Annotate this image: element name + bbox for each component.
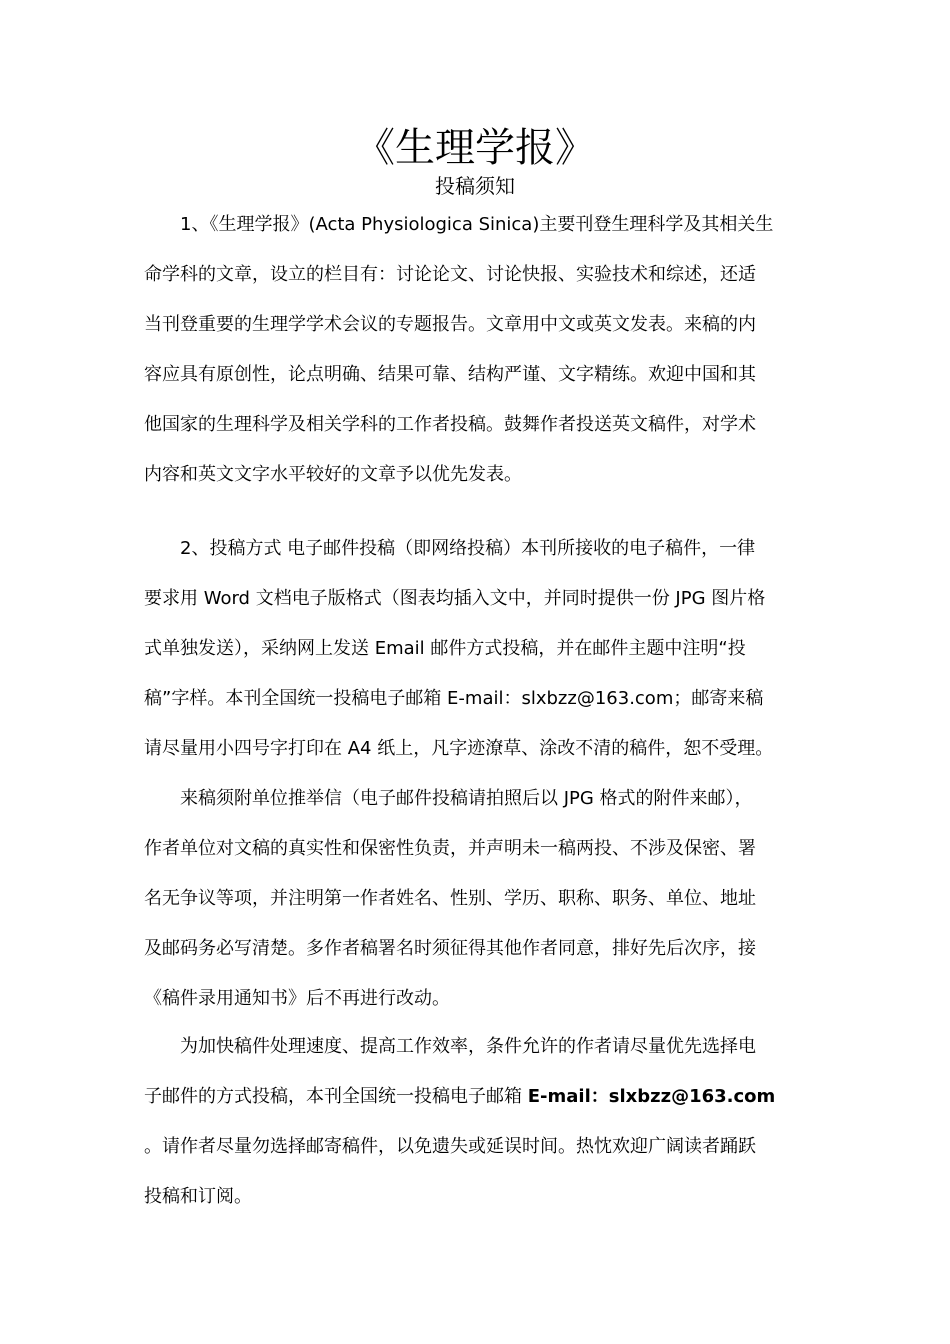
- paragraph-1-line-4: 容应具有原创性，论点明确、结果可靠、结构严谨、文字精练。欢迎中国和其: [144, 364, 756, 385]
- paragraph-3-line-5: 《稿件录用通知书》后不再进行改动。: [144, 988, 450, 1009]
- paragraph-2-line-1: 2、投稿方式 电子邮件投稿（即网络投稿）本刊所接收的电子稿件，一律: [180, 538, 756, 559]
- paragraph-1-line-3: 当刊登重要的生理学学术会议的专题报告。文章用中文或英文发表。来稿的内: [144, 314, 756, 335]
- paragraph-3-line-2: 作者单位对文稿的真实性和保密性负责，并声明未一稿两投、不涉及保密、署: [144, 838, 756, 859]
- paragraph-1-line-6: 内容和英文文字水平较好的文章予以优先发表。: [144, 464, 522, 485]
- paragraph-3-line-3: 名无争议等项，并注明第一作者姓名、性别、学历、职称、职务、单位、地址: [144, 888, 756, 909]
- paragraph-4-line-2: [144, 1082, 775, 1112]
- paragraph-1-line-5: 他国家的生理科学及相关学科的工作者投稿。鼓舞作者投送英文稿件，对学术: [144, 414, 756, 435]
- paragraph-4-line-4: 投稿和订阅。: [144, 1186, 252, 1207]
- paragraph-2-line-5: 请尽量用小四号字打印在 A4 纸上，凡字迹潦草、涂改不清的稿件，恕不受理。: [144, 738, 774, 759]
- document-subtitle: 投稿须知: [435, 174, 515, 198]
- paragraph-1-line-1: 1、《生理学报》(Acta Physiologica Sinica)主要刊登生理科学及其相关生: [180, 214, 774, 235]
- paragraph-3-line-1: 来稿须附单位推举信（电子邮件投稿请拍照后以 JPG 格式的附件来邮），: [180, 788, 753, 809]
- paragraph-4-line-3: 。请作者尽量勿选择邮寄稿件，以免遗失或延误时间。热忱欢迎广阔读者踊跃: [144, 1136, 756, 1157]
- paragraph-4-line-2-text: 子邮件的方式投稿，本刊全国统一投稿电子邮箱: [144, 1086, 528, 1107]
- paragraph-2-line-2: 要求用 Word 文档电子版格式（图表均插入文中，并同时提供一份 JPG 图片格: [144, 588, 766, 609]
- document-title: 《生理学报》: [355, 125, 595, 171]
- paragraph-2-line-4: 稿”字样。本刊全国统一投稿电子邮箱 E-mail：slxbzz@163.com；邮寄来稿: [144, 688, 764, 709]
- paragraph-2-line-3: 式单独发送），采纳网上发送 Email 邮件方式投稿，并在邮件主题中注明“投: [144, 638, 746, 659]
- paragraph-4-line-1: 为加快稿件处理速度、提高工作效率，条件允许的作者请尽量优先选择电: [180, 1036, 756, 1057]
- paragraph-1-line-2: 命学科的文章，设立的栏目有：讨论论文、讨论快报、实验技术和综述，还适: [144, 264, 756, 285]
- paragraph-3-line-4: 及邮码务必写清楚。多作者稿署名时须征得其他作者同意，排好先后次序，接: [144, 938, 756, 959]
- contact-email: E-mail：slxbzz@163.com: [527, 1086, 776, 1107]
